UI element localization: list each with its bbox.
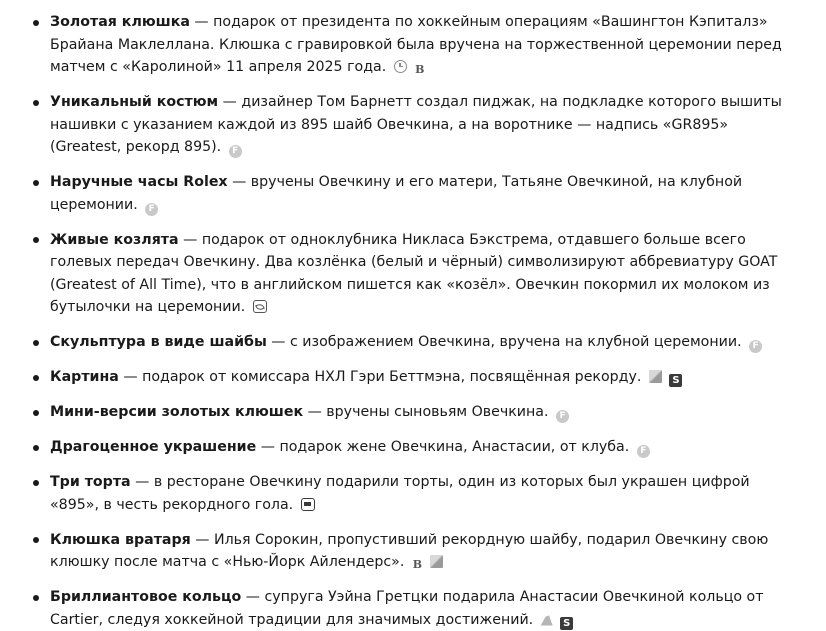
- bullet-icon: [33, 480, 39, 486]
- source-s-icon[interactable]: S: [669, 374, 682, 387]
- source-clock-icon[interactable]: [394, 60, 407, 73]
- list-item: [32, 229, 796, 319]
- item-term: Наручные часы Rolex: [50, 174, 228, 190]
- bullet-icon: [33, 537, 39, 543]
- source-b-icon[interactable]: B: [415, 63, 425, 76]
- list-item: [32, 366, 796, 389]
- source-s-icon[interactable]: S: [560, 617, 573, 630]
- list-item: [32, 471, 796, 516]
- source-b-icon[interactable]: B: [412, 558, 423, 571]
- item-text: — подарок от одноклубника Никласа Бэкстрема, отдавшего больше всего голевых передач Овечкину. Два козлёнка (белый и чёрный) символизируют аббревиатуру GOAT (Greatest of All Time), что в английском пишется как «козёл». Овечкин покормил их молоком из бутылочки на церемонии.: [50, 231, 778, 315]
- source-f-icon[interactable]: F: [749, 340, 762, 353]
- bullet-icon: [33, 20, 39, 26]
- gift-list: [32, 11, 796, 631]
- item-text: — подарок от президента по хоккейным операциям «Вашингтон Кэпиталз» Брайана Маклеллана. Клюшка с гравировкой была вручена на торжественной церемонии перед матчем с «Каролиной» 11 апреля 2025 года.: [50, 14, 782, 75]
- bullet-icon: [33, 100, 39, 106]
- item-text: — вручены Овечкину и его матери, Татьяне Овечкиной, на клубной церемонии.: [50, 174, 743, 213]
- bullet-icon: [33, 445, 39, 451]
- source-f-icon[interactable]: F: [145, 203, 158, 216]
- item-text: — Илья Сорокин, пропустивший рекордную шайбу, подарил Овечкину свою клюшку после матча с «Нью-Йорк Айлендерс».: [50, 531, 769, 570]
- source-f-icon[interactable]: F: [229, 145, 242, 158]
- item-term: Картина: [50, 369, 119, 385]
- list-item: [32, 529, 796, 574]
- item-term: Клюшка вратаря: [50, 531, 191, 548]
- item-term: Живые козлята: [50, 231, 179, 248]
- source-leaf-icon[interactable]: [253, 300, 267, 313]
- bullet-icon: [33, 237, 39, 243]
- source-f-icon[interactable]: F: [637, 445, 650, 458]
- source-wing-icon[interactable]: [541, 613, 553, 626]
- item-term: Скульптура в виде шайбы: [50, 334, 267, 350]
- item-text: — с изображением Овечкина, вручена на клубной церемонии.: [266, 334, 742, 350]
- source-f-icon[interactable]: F: [556, 410, 569, 423]
- item-text: — вручены сыновьям Овечкина.: [303, 404, 549, 420]
- item-text: — подарок жене Овечкина, Анастасии, от клуба.: [256, 439, 630, 455]
- item-term: Мини-версии золотых клюшек: [50, 404, 304, 420]
- item-term: Уникальный костюм: [50, 94, 219, 110]
- item-text: — супруга Уэйна Гретцки подарила Анастасии Овечкиной кольцо от Cartier, следуя хоккейной традиции для значимых достижений.: [50, 589, 764, 628]
- list-item: [32, 586, 796, 631]
- list-item: [32, 331, 796, 354]
- item-text: — дизайнер Том Барнетт создал пиджак, на подкладке которого вышиты нашивки с указанием каждой из 895 шайб Овечкина, а на воротнике — надпись «GR895» (Greatest, рекорд 895).: [50, 94, 782, 155]
- bullet-icon: [33, 340, 39, 346]
- item-text: — в ресторане Овечкину подарили торты, один из которых был украшен цифрой «895», в честь рекордного гола.: [50, 474, 750, 513]
- list-item: [32, 11, 796, 79]
- source-box-icon[interactable]: [301, 498, 315, 511]
- bullet-icon: [33, 595, 39, 601]
- list-item: [32, 401, 796, 424]
- source-diagonal-icon[interactable]: [649, 370, 662, 383]
- list-item: [32, 91, 796, 159]
- bullet-icon: [33, 180, 39, 186]
- item-term: Три торта: [50, 474, 131, 490]
- bullet-icon: [33, 375, 39, 381]
- bullet-icon: [33, 410, 39, 416]
- list-item: [32, 171, 796, 216]
- list-item: [32, 436, 796, 459]
- item-term: Бриллиантовое кольцо: [50, 589, 242, 605]
- source-diagonal-icon[interactable]: [430, 555, 443, 568]
- item-text: — подарок от комиссара НХЛ Гэри Беттмэна, посвящённая рекорду.: [118, 369, 642, 385]
- item-term: Драгоценное украшение: [50, 439, 257, 455]
- item-term: Золотая клюшка: [50, 14, 190, 30]
